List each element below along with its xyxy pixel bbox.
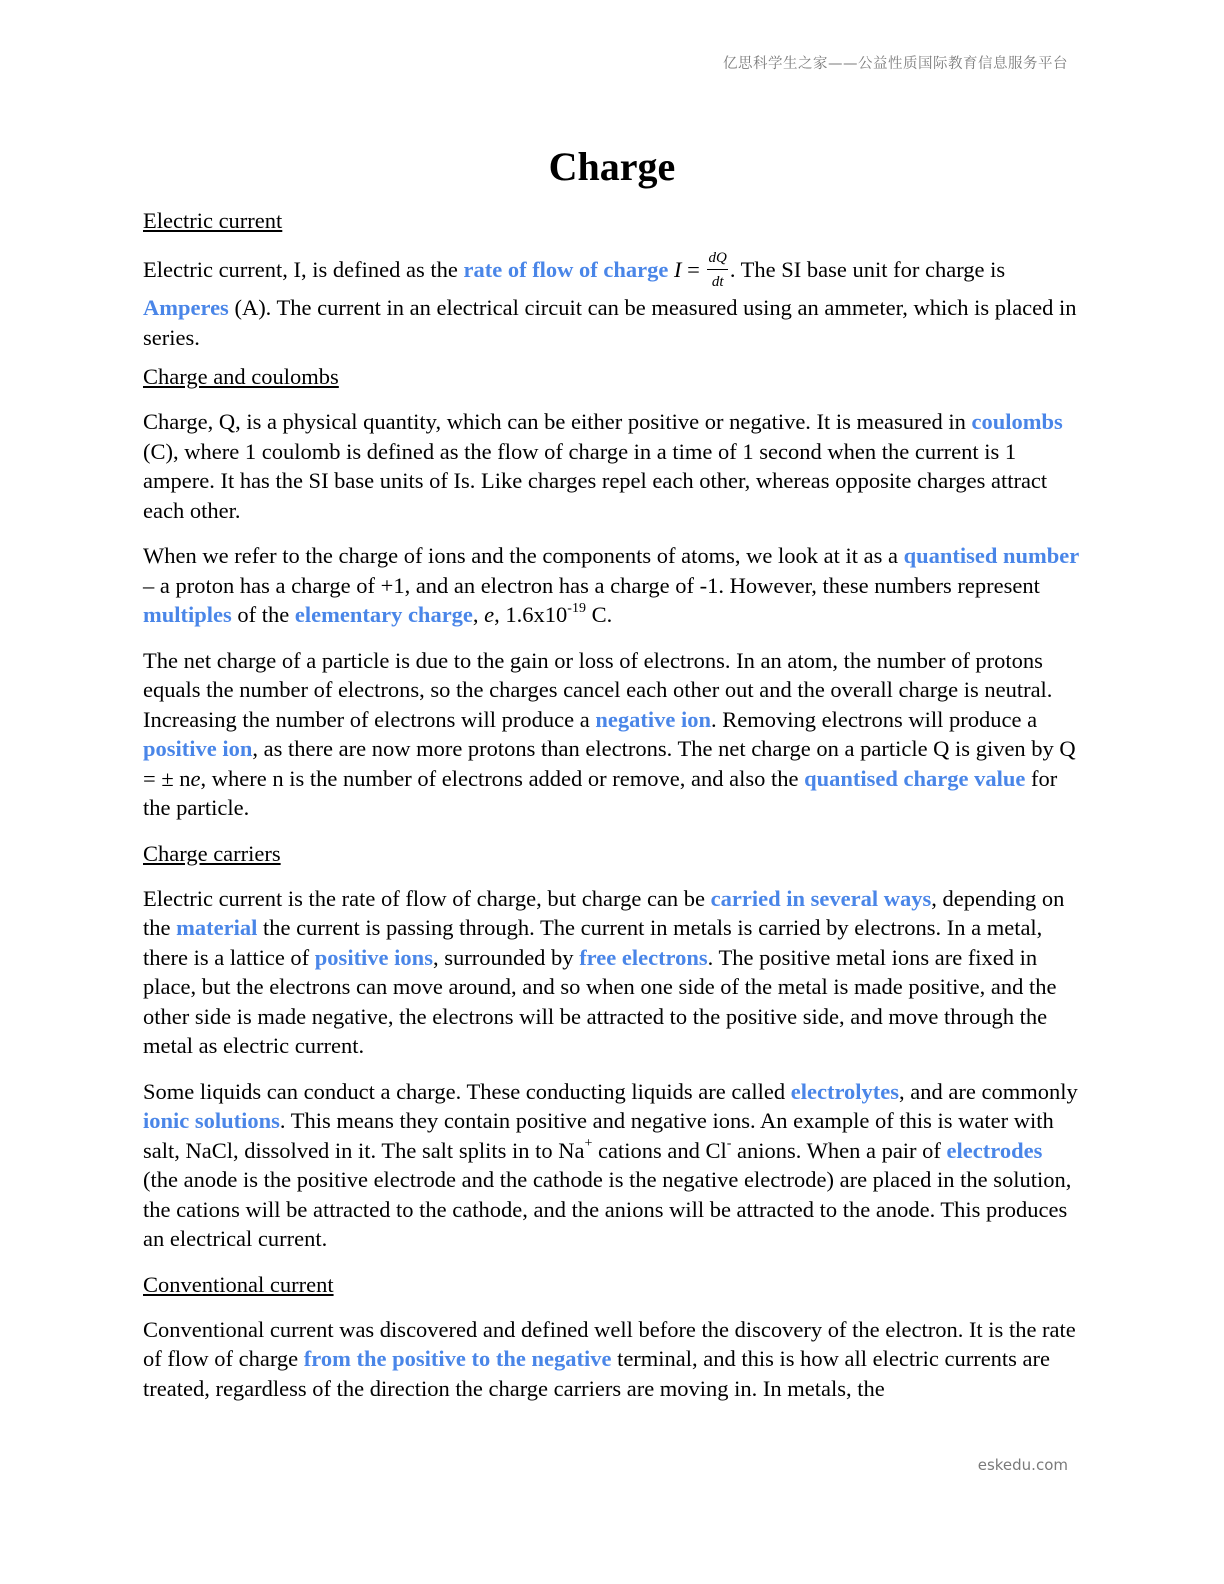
key-term: quantised number bbox=[903, 543, 1080, 568]
exponent: -19 bbox=[567, 600, 586, 616]
text: anions. When a pair of bbox=[731, 1137, 947, 1163]
page-title: Charge bbox=[548, 144, 676, 189]
section-heading-electric-current: Electric current bbox=[143, 208, 283, 233]
key-term: quantised charge value bbox=[804, 765, 1026, 791]
key-term: rate of flow of charge bbox=[463, 257, 669, 283]
paragraph-net-charge bbox=[143, 646, 1081, 823]
key-term: positive ions bbox=[314, 944, 433, 970]
key-term: free electrons bbox=[579, 944, 708, 970]
text: , depending on the bbox=[143, 885, 1065, 940]
text: cations and Cl bbox=[592, 1137, 727, 1163]
text: terminal, and this is how all electric currents are treated, regardless of the direction the charge carriers are moving in. In metals, the bbox=[143, 1346, 1051, 1401]
key-term: material bbox=[176, 915, 258, 940]
key-term: Amperes bbox=[143, 295, 229, 320]
fraction-denominator: dt bbox=[711, 274, 724, 290]
paragraph-electrolytes bbox=[143, 1077, 1081, 1254]
superscript-minus: - bbox=[726, 1136, 732, 1151]
text: . The SI base unit for charge is bbox=[729, 257, 1006, 283]
symbol-e: e bbox=[484, 602, 495, 627]
symbol-e: e bbox=[190, 765, 201, 791]
key-term: electrodes bbox=[946, 1137, 1043, 1163]
section-heading-conventional-current: Conventional current bbox=[143, 1271, 334, 1297]
text: the current is passing through. The current in metals is carried by electrons. In a metal, there is a lattice of bbox=[143, 915, 1043, 970]
text: C. bbox=[585, 602, 613, 627]
key-term: coulombs bbox=[971, 409, 1063, 434]
text: Some liquids can conduct a charge. These conducting liquids are called bbox=[143, 1078, 791, 1104]
text: Electric current is the rate of flow of charge, but charge can be bbox=[143, 885, 711, 911]
text: for the particle. bbox=[143, 765, 1058, 820]
fraction-numerator: dQ bbox=[707, 249, 727, 270]
document-body bbox=[143, 138, 1081, 1419]
superscript-plus: + bbox=[584, 1136, 593, 1151]
text: , 1.6x10 bbox=[494, 602, 568, 627]
text: (A). The current in an electrical circuit can be measured using an ammeter, which is placed in series. bbox=[143, 295, 1077, 350]
text: Charge, Q, is a physical quantity, which can be either positive or negative. It is measured in bbox=[143, 409, 972, 434]
equation-operator: = bbox=[681, 257, 706, 283]
text: of the bbox=[231, 602, 295, 627]
paragraph-quantised-charge bbox=[143, 541, 1081, 630]
text: , surrounded by bbox=[432, 944, 580, 970]
paragraph-charge-carriers-metals bbox=[143, 884, 1081, 1061]
footer-site-url: eskedu.com bbox=[977, 1456, 1068, 1474]
header-site-name: 亿思科学生之家——公益性质国际教育信息服务平台 bbox=[723, 56, 1068, 72]
paragraph-electric-current bbox=[143, 251, 1081, 352]
text: , where n is the number of electrons added or remove, and also the bbox=[200, 765, 805, 791]
equation-lhs: I bbox=[674, 257, 682, 283]
section-heading-charge-and-coulombs: Charge and coulombs bbox=[143, 364, 339, 389]
key-term: carried in several ways bbox=[710, 885, 932, 911]
paragraph-charge-definition bbox=[143, 407, 1081, 525]
text: Electric current, I, is defined as the bbox=[143, 257, 464, 283]
section-heading-charge-carriers: Charge carriers bbox=[143, 840, 281, 866]
text: Conventional current was discovered and defined well before the discovery of the electron. It is the rate of flow of charge bbox=[143, 1316, 1076, 1371]
text: . Removing electrons will produce a bbox=[710, 706, 1038, 732]
text: . This means they contain positive and negative ions. An example of this is water with salt, NaCl, dissolved in it. The salt splits in to Na bbox=[143, 1108, 1054, 1163]
key-term: multiples bbox=[143, 602, 232, 627]
text: , and are commonly bbox=[899, 1078, 1078, 1104]
key-term: elementary charge bbox=[294, 602, 473, 627]
key-term: electrolytes bbox=[790, 1078, 900, 1104]
text: When we refer to the charge of ions and the components of atoms, we look at it as a bbox=[143, 543, 904, 568]
text: , as there are now more protons than electrons. The net charge on a particle Q is given by Q = ± n bbox=[143, 736, 1076, 791]
text: , bbox=[472, 602, 485, 627]
key-term: from the positive to the negative bbox=[303, 1346, 612, 1371]
text: (C), where 1 coulomb is defined as the flow of charge in a time of 1 second when the current is 1 ampere. It has the SI base units of Is. Like charges repel each other, whereas opposite charges attract each other. bbox=[143, 438, 1048, 523]
text: . The positive metal ions are fixed in place, but the electrons can move around, and so when one side of the metal is made positive, and the other side is made negative, the electrons will be attracted to the positive side, and move through the metal as electric current. bbox=[143, 944, 1057, 1058]
key-term: positive ion bbox=[143, 736, 253, 761]
key-term: ionic solutions bbox=[143, 1108, 280, 1133]
text: – a proton has a charge of +1, and an electron has a charge of -1. However, these numbers represent bbox=[143, 572, 1040, 598]
fraction-dq-dt bbox=[707, 249, 727, 291]
text: (the anode is the positive electrode and the cathode is the negative electrode) are placed in the solution, the cations will be attracted to the cathode, and the anions will be attracted to the anode. This produces an electrical current. bbox=[143, 1167, 1072, 1251]
text: The net charge of a particle is due to the gain or loss of electrons. In an atom, the number of protons equals the number of electrons, so the charges cancel each other out and the overall charge is neutral. Increasing the number of electrons will produce a bbox=[143, 647, 1053, 732]
key-term: negative ion bbox=[595, 706, 711, 732]
paragraph-conventional-current bbox=[143, 1315, 1081, 1404]
